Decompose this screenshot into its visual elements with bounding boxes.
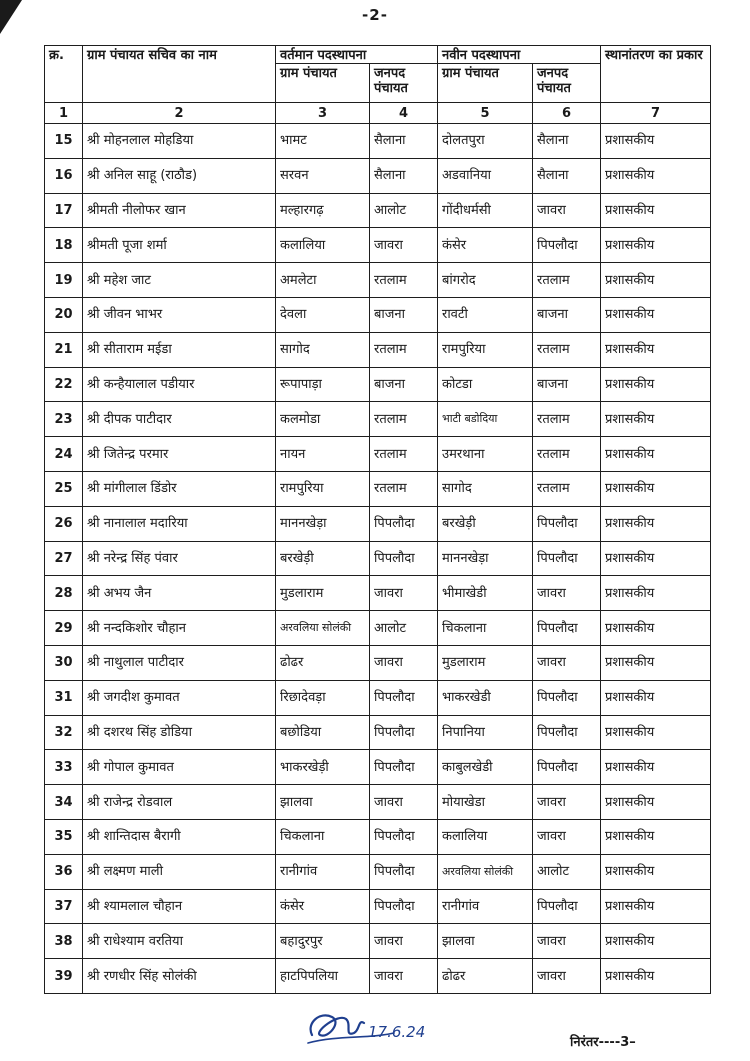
cell-type: प्रशासकीय bbox=[601, 680, 711, 715]
cell-new-gp: सागोद bbox=[438, 471, 533, 506]
cell-type: प्रशासकीय bbox=[601, 297, 711, 332]
cell-new-jp: रतलाम bbox=[533, 402, 601, 437]
cell-type: प्रशासकीय bbox=[601, 959, 711, 994]
cell-cur-gp: रूपापाड़ा bbox=[276, 367, 370, 402]
cell-cur-gp: बरखेड़ी bbox=[276, 541, 370, 576]
cell-cur-jp: जावरा bbox=[370, 959, 438, 994]
cell-new-jp: रतलाम bbox=[533, 437, 601, 472]
cell-new-gp: रामपुरिया bbox=[438, 332, 533, 367]
table-row bbox=[45, 297, 711, 332]
cell-new-jp: रतलाम bbox=[533, 263, 601, 298]
cell-cur-gp: देवला bbox=[276, 297, 370, 332]
cell-name: श्री लक्ष्मण माली bbox=[83, 854, 276, 889]
cell-cur-gp: मल्हारगढ़ bbox=[276, 193, 370, 228]
cell-cur-gp: बहादुरपुर bbox=[276, 924, 370, 959]
cell-type: प्रशासकीय bbox=[601, 437, 711, 472]
cell-cur-gp: कलमोडा bbox=[276, 402, 370, 437]
col-number: 3 bbox=[276, 103, 370, 124]
cell-name: श्रीमती नीलोफर खान bbox=[83, 193, 276, 228]
cell-sno: 29 bbox=[45, 611, 83, 646]
cell-cur-gp: भामट bbox=[276, 124, 370, 159]
cell-type: प्रशासकीय bbox=[601, 785, 711, 820]
cell-cur-gp: झालवा bbox=[276, 785, 370, 820]
cell-cur-gp: चिकलाना bbox=[276, 819, 370, 854]
cell-new-gp: उमरथाना bbox=[438, 437, 533, 472]
cell-cur-gp: कलालिया bbox=[276, 228, 370, 263]
cell-new-gp: भाकरखेडी bbox=[438, 680, 533, 715]
cell-sno: 37 bbox=[45, 889, 83, 924]
cell-new-gp: कोटडा bbox=[438, 367, 533, 402]
cell-sno: 24 bbox=[45, 437, 83, 472]
cell-cur-gp: कंसेर bbox=[276, 889, 370, 924]
header-new-gram: ग्राम पंचायत bbox=[438, 64, 533, 103]
cell-new-jp: जावरा bbox=[533, 959, 601, 994]
cell-new-jp: जावरा bbox=[533, 193, 601, 228]
table-row bbox=[45, 263, 711, 298]
cell-new-jp: पिपलौदा bbox=[533, 750, 601, 785]
cell-new-gp: कंसेर bbox=[438, 228, 533, 263]
cell-name: श्री रणधीर सिंह सोलंकी bbox=[83, 959, 276, 994]
cell-cur-jp: सैलाना bbox=[370, 158, 438, 193]
cell-name: श्री जितेन्द्र परमार bbox=[83, 437, 276, 472]
cell-type: प्रशासकीय bbox=[601, 332, 711, 367]
cell-cur-jp: बाजना bbox=[370, 297, 438, 332]
table-row bbox=[45, 611, 711, 646]
cell-cur-gp: भाकरखेड़ी bbox=[276, 750, 370, 785]
cell-new-gp: मुडलाराम bbox=[438, 645, 533, 680]
signature-date: 17.6.24 bbox=[368, 1023, 426, 1041]
cell-new-jp: सैलाना bbox=[533, 124, 601, 159]
cell-name: श्री सीताराम मईडा bbox=[83, 332, 276, 367]
table-row bbox=[45, 193, 711, 228]
cell-cur-gp: नायन bbox=[276, 437, 370, 472]
cell-new-gp: माननखेड़ा bbox=[438, 541, 533, 576]
cell-new-gp: चिकलाना bbox=[438, 611, 533, 646]
cell-new-jp: पिपलौदा bbox=[533, 680, 601, 715]
header-new-janpad: जनपद पंचायत bbox=[533, 64, 601, 103]
cell-cur-jp: रतलाम bbox=[370, 402, 438, 437]
cell-new-jp: जावरा bbox=[533, 924, 601, 959]
cell-cur-jp: रतलाम bbox=[370, 437, 438, 472]
cell-sno: 28 bbox=[45, 576, 83, 611]
cell-new-jp: जावरा bbox=[533, 785, 601, 820]
cell-new-gp: बरखेड़ी bbox=[438, 506, 533, 541]
cell-cur-jp: रतलाम bbox=[370, 332, 438, 367]
cell-name: श्री राजेन्द्र रोडवाल bbox=[83, 785, 276, 820]
cell-name: श्री नाथुलाल पाटीदार bbox=[83, 645, 276, 680]
cell-type: प्रशासकीय bbox=[601, 158, 711, 193]
cell-sno: 21 bbox=[45, 332, 83, 367]
cell-cur-gp: सागोद bbox=[276, 332, 370, 367]
signature bbox=[298, 1005, 468, 1049]
cell-cur-jp: जावरा bbox=[370, 576, 438, 611]
cell-cur-gp: अमलेटा bbox=[276, 263, 370, 298]
col-number: 4 bbox=[370, 103, 438, 124]
cell-type: प्रशासकीय bbox=[601, 889, 711, 924]
cell-sno: 34 bbox=[45, 785, 83, 820]
cell-cur-jp: पिपलौदा bbox=[370, 680, 438, 715]
cell-sno: 18 bbox=[45, 228, 83, 263]
cell-name: श्री मांगीलाल डिंडोर bbox=[83, 471, 276, 506]
cell-sno: 22 bbox=[45, 367, 83, 402]
table-row bbox=[45, 750, 711, 785]
header-current-gram: ग्राम पंचायत bbox=[276, 64, 370, 103]
cell-new-gp: भाटी बडोदिया bbox=[438, 402, 533, 437]
cell-new-gp: रावटी bbox=[438, 297, 533, 332]
cell-new-jp: पिपलौदा bbox=[533, 541, 601, 576]
continued-note: निरंतर----3– bbox=[570, 1035, 636, 1050]
cell-name: श्री जीवन भाभर bbox=[83, 297, 276, 332]
cell-new-jp: पिपलौदा bbox=[533, 715, 601, 750]
cell-new-jp: जावरा bbox=[533, 645, 601, 680]
cell-name: श्री अनिल साहू (राठौड) bbox=[83, 158, 276, 193]
cell-new-gp: बांगरोद bbox=[438, 263, 533, 298]
cell-name: श्री राधेश्याम वरतिया bbox=[83, 924, 276, 959]
cell-sno: 39 bbox=[45, 959, 83, 994]
cell-type: प्रशासकीय bbox=[601, 506, 711, 541]
cell-sno: 32 bbox=[45, 715, 83, 750]
cell-name: श्री गोपाल कुमावत bbox=[83, 750, 276, 785]
table-row bbox=[45, 680, 711, 715]
cell-name: श्री मोहनलाल मोहडिया bbox=[83, 124, 276, 159]
cell-cur-gp: रामपुरिया bbox=[276, 471, 370, 506]
cell-new-gp: भीमाखेडी bbox=[438, 576, 533, 611]
table-row bbox=[45, 437, 711, 472]
cell-sno: 16 bbox=[45, 158, 83, 193]
cell-type: प्रशासकीय bbox=[601, 193, 711, 228]
cell-cur-jp: पिपलौदा bbox=[370, 750, 438, 785]
column-number-row bbox=[45, 103, 711, 124]
transfer-table bbox=[44, 45, 711, 994]
cell-new-jp: बाजना bbox=[533, 367, 601, 402]
cell-cur-jp: पिपलौदा bbox=[370, 819, 438, 854]
header-current-posting: वर्तमान पदस्थापना bbox=[276, 46, 438, 64]
table-row bbox=[45, 889, 711, 924]
cell-cur-jp: बाजना bbox=[370, 367, 438, 402]
cell-sno: 30 bbox=[45, 645, 83, 680]
cell-name: श्री दीपक पाटीदार bbox=[83, 402, 276, 437]
cell-type: प्रशासकीय bbox=[601, 402, 711, 437]
cell-cur-jp: सैलाना bbox=[370, 124, 438, 159]
cell-new-gp: निपानिया bbox=[438, 715, 533, 750]
cell-name: श्री महेश जाट bbox=[83, 263, 276, 298]
cell-cur-jp: पिपलौदा bbox=[370, 541, 438, 576]
cell-new-gp: ढोढर bbox=[438, 959, 533, 994]
cell-new-gp: गोंदीधर्मसी bbox=[438, 193, 533, 228]
cell-name: श्री नानालाल मदारिया bbox=[83, 506, 276, 541]
table-row bbox=[45, 367, 711, 402]
cell-new-jp: रतलाम bbox=[533, 332, 601, 367]
cell-new-jp: आलोट bbox=[533, 854, 601, 889]
cell-cur-jp: रतलाम bbox=[370, 471, 438, 506]
cell-sno: 38 bbox=[45, 924, 83, 959]
cell-sno: 23 bbox=[45, 402, 83, 437]
cell-cur-gp: रिछादेवड़ा bbox=[276, 680, 370, 715]
col-number: 1 bbox=[45, 103, 83, 124]
cell-cur-jp: रतलाम bbox=[370, 263, 438, 298]
cell-type: प्रशासकीय bbox=[601, 576, 711, 611]
cell-new-gp: दोलतपुरा bbox=[438, 124, 533, 159]
cell-type: प्रशासकीय bbox=[601, 124, 711, 159]
cell-name: श्री नरेन्द्र सिंह पंवार bbox=[83, 541, 276, 576]
header-name: ग्राम पंचायत सचिव का नाम bbox=[83, 46, 276, 103]
cell-sno: 35 bbox=[45, 819, 83, 854]
cell-type: प्रशासकीय bbox=[601, 645, 711, 680]
table-row bbox=[45, 854, 711, 889]
cell-new-jp: पिपलौदा bbox=[533, 228, 601, 263]
cell-cur-gp: अरवलिया सोलंकी bbox=[276, 611, 370, 646]
cell-type: प्रशासकीय bbox=[601, 819, 711, 854]
table-row bbox=[45, 576, 711, 611]
cell-name: श्री दशरथ सिंह डोडिया bbox=[83, 715, 276, 750]
cell-name: श्री जगदीश कुमावत bbox=[83, 680, 276, 715]
table-row bbox=[45, 715, 711, 750]
table-row bbox=[45, 332, 711, 367]
table-row bbox=[45, 228, 711, 263]
cell-cur-gp: बछोडिया bbox=[276, 715, 370, 750]
cell-new-jp: पिपलौदा bbox=[533, 889, 601, 924]
cell-sno: 15 bbox=[45, 124, 83, 159]
cell-sno: 20 bbox=[45, 297, 83, 332]
cell-new-gp: रानीगांव bbox=[438, 889, 533, 924]
table-row bbox=[45, 124, 711, 159]
cell-type: प्रशासकीय bbox=[601, 228, 711, 263]
cell-name: श्री श्यामलाल चौहान bbox=[83, 889, 276, 924]
cell-new-gp: काबुलखेडी bbox=[438, 750, 533, 785]
header-current-janpad: जनपद पंचायत bbox=[370, 64, 438, 103]
cell-sno: 31 bbox=[45, 680, 83, 715]
cell-new-jp: जावरा bbox=[533, 819, 601, 854]
cell-cur-jp: जावरा bbox=[370, 924, 438, 959]
cell-type: प्रशासकीय bbox=[601, 471, 711, 506]
header-new-posting: नवीन पदस्थापना bbox=[438, 46, 601, 64]
cell-sno: 27 bbox=[45, 541, 83, 576]
cell-new-jp: जावरा bbox=[533, 576, 601, 611]
cell-new-jp: पिपलौदा bbox=[533, 506, 601, 541]
table-row bbox=[45, 402, 711, 437]
col-number: 6 bbox=[533, 103, 601, 124]
cell-cur-gp: माननखेड़ा bbox=[276, 506, 370, 541]
cell-cur-jp: जावरा bbox=[370, 228, 438, 263]
cell-type: प्रशासकीय bbox=[601, 924, 711, 959]
table-row bbox=[45, 158, 711, 193]
col-number: 2 bbox=[83, 103, 276, 124]
cell-type: प्रशासकीय bbox=[601, 611, 711, 646]
header-transfer-type: स्थानांतरण का प्रकार bbox=[601, 46, 711, 103]
cell-type: प्रशासकीय bbox=[601, 854, 711, 889]
table-row bbox=[45, 541, 711, 576]
cell-name: श्री शान्तिदास बैरागी bbox=[83, 819, 276, 854]
cell-name: श्री कन्हैयालाल पडीयार bbox=[83, 367, 276, 402]
col-number: 7 bbox=[601, 103, 711, 124]
cell-type: प्रशासकीय bbox=[601, 367, 711, 402]
page-number: -2- bbox=[362, 6, 388, 24]
cell-cur-gp: मुडलाराम bbox=[276, 576, 370, 611]
table-row bbox=[45, 959, 711, 994]
cell-sno: 33 bbox=[45, 750, 83, 785]
table-row bbox=[45, 471, 711, 506]
cell-cur-jp: आलोट bbox=[370, 193, 438, 228]
cell-new-gp: झालवा bbox=[438, 924, 533, 959]
cell-new-jp: रतलाम bbox=[533, 471, 601, 506]
cell-type: प्रशासकीय bbox=[601, 541, 711, 576]
cell-name: श्रीमती पूजा शर्मा bbox=[83, 228, 276, 263]
cell-type: प्रशासकीय bbox=[601, 750, 711, 785]
cell-cur-gp: ढोढर bbox=[276, 645, 370, 680]
cell-type: प्रशासकीय bbox=[601, 263, 711, 298]
cell-sno: 36 bbox=[45, 854, 83, 889]
table-row bbox=[45, 785, 711, 820]
cell-name: श्री अभय जैन bbox=[83, 576, 276, 611]
cell-new-jp: सैलाना bbox=[533, 158, 601, 193]
cell-cur-jp: पिपलौदा bbox=[370, 889, 438, 924]
table-row bbox=[45, 506, 711, 541]
cell-new-jp: बाजना bbox=[533, 297, 601, 332]
cell-new-gp: अरवलिया सोलंकी bbox=[438, 854, 533, 889]
cell-new-jp: पिपलौदा bbox=[533, 611, 601, 646]
cell-cur-gp: सरवन bbox=[276, 158, 370, 193]
table-row bbox=[45, 645, 711, 680]
cell-sno: 19 bbox=[45, 263, 83, 298]
cell-cur-jp: पिपलौदा bbox=[370, 506, 438, 541]
cell-new-gp: कलालिया bbox=[438, 819, 533, 854]
cell-sno: 25 bbox=[45, 471, 83, 506]
cell-new-gp: मोयाखेडा bbox=[438, 785, 533, 820]
cell-cur-gp: रानीगांव bbox=[276, 854, 370, 889]
cell-name: श्री नन्दकिशोर चौहान bbox=[83, 611, 276, 646]
header-sno: क्र. bbox=[45, 46, 83, 103]
cell-cur-jp: पिपलौदा bbox=[370, 854, 438, 889]
cell-sno: 17 bbox=[45, 193, 83, 228]
cell-cur-jp: जावरा bbox=[370, 645, 438, 680]
table-row bbox=[45, 924, 711, 959]
cell-cur-jp: जावरा bbox=[370, 785, 438, 820]
table-row bbox=[45, 819, 711, 854]
cell-new-gp: अडवानिया bbox=[438, 158, 533, 193]
col-number: 5 bbox=[438, 103, 533, 124]
cell-type: प्रशासकीय bbox=[601, 715, 711, 750]
cell-cur-gp: हाटपिपलिया bbox=[276, 959, 370, 994]
cell-cur-jp: पिपलौदा bbox=[370, 715, 438, 750]
cell-cur-jp: आलोट bbox=[370, 611, 438, 646]
cell-sno: 26 bbox=[45, 506, 83, 541]
